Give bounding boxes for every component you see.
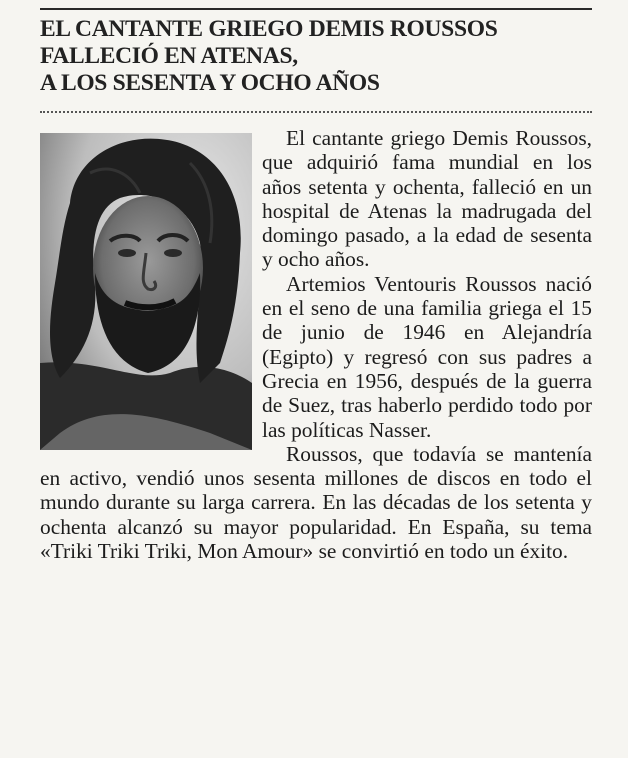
paragraph-1: El cantante griego Demis Roussos, que adquirió fama mundial en los años setenta y ochenta, falleció en un hospital de Atenas la madrugada del domingo pasado, a la edad de sesenta y ocho años. [262,126,592,272]
top-rule [40,8,592,10]
headline-line-3: A LOS SESENTA Y OCHO AÑOS [40,70,380,96]
headline-line-1: EL CANTANTE GRIEGO DEMIS ROUSSOS [40,16,498,42]
dotted-separator [40,111,592,113]
photo-wrap-spacer [40,126,262,450]
headline-line-2: FALLECIÓ EN ATENAS, [40,43,298,69]
headline [40,16,600,97]
article-body [40,126,592,563]
paragraph-3: Roussos, que todavía se mantenía en activo, vendió unos sesenta millones de discos en todo el mundo durante su larga carrera. En las décadas de los setenta y ochenta alcanzó su mayor popularidad. En España, su tema «Triki Triki Triki, Mon Amour» se convirtió en todo un éxito. [40,441,592,564]
paragraph-2: Artemios Ventouris Roussos nació en el seno de una familia griega el 15 de junio de 1946 en Alejandría (Egipto) y regresó con sus padres a Grecia en 1956, después de la guerra de Suez, tras haberlo perdido todo por las políticas Nasser. [262,271,592,442]
